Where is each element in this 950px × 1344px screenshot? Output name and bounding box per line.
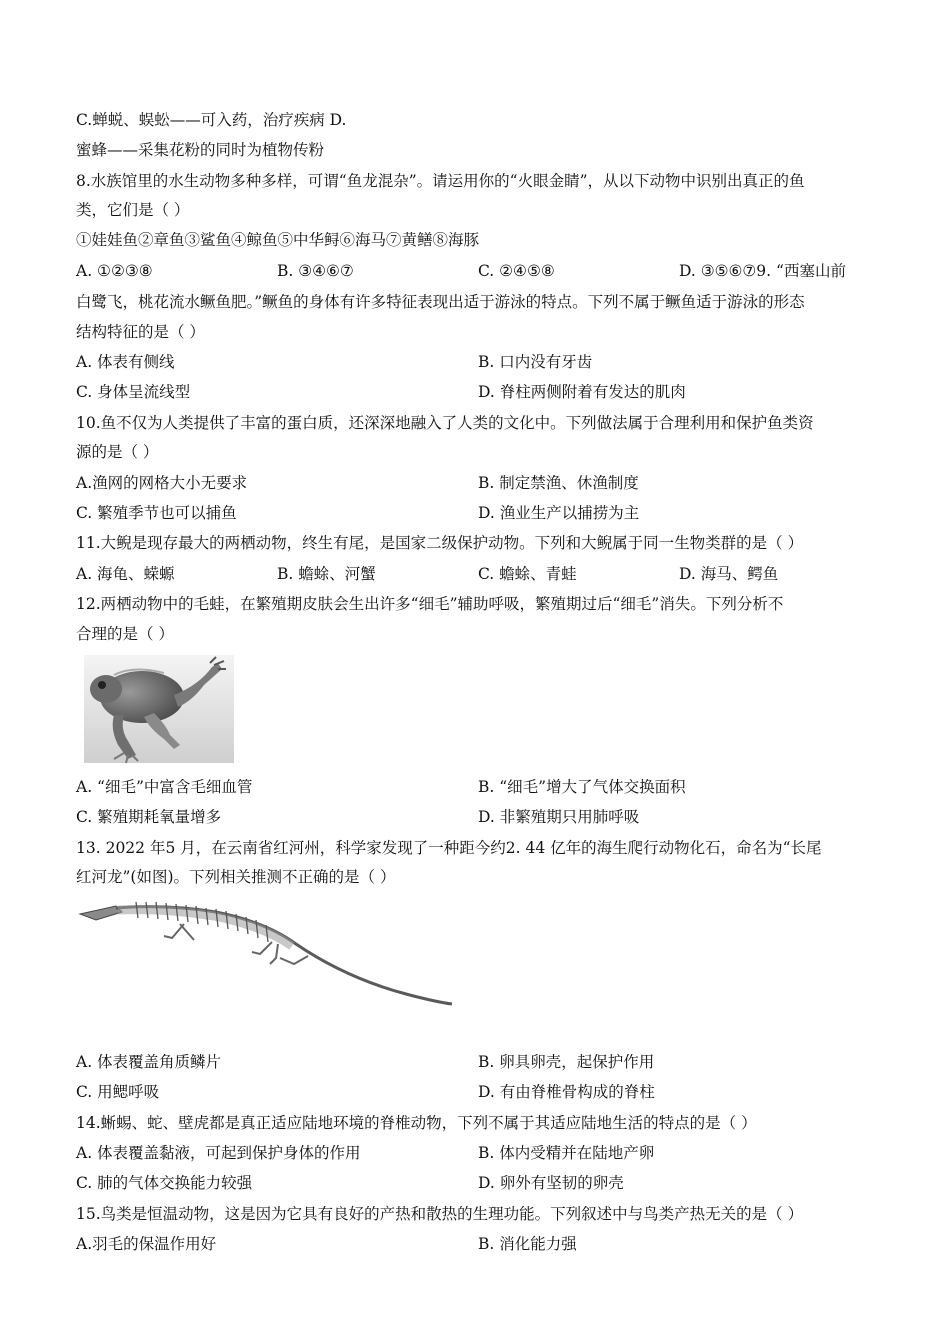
q9-option-c: C. 身体呈流线型 [76,383,191,401]
q8-option-d: D. ③⑤⑥⑦9. “西塞山前 [679,262,846,280]
q12-option-b: B. “细毛”增大了气体交换面积 [478,778,686,796]
q10-stem: 10.鱼不仅为人类提供了丰富的蛋白质，还深深地融入了人类的文化中。下列做法属于合理利用和保护鱼类资 [76,414,814,432]
q13-stem: 13. 2022 年5 月，在云南省红河州，科学家发现了一种距今约2. 44 亿年的海生爬行动物化石，命名为“长尾 [76,839,822,857]
fossil-image [76,898,454,1008]
q10-option-b: B. 制定禁渔、休渔制度 [478,474,639,492]
q10-stem: 源的是（ ） [76,443,159,461]
text-line: C.蝉蜕、蜈蚣——可入药，治疗疾病 D. [76,111,347,129]
q9-option-d: D. 脊柱两侧附着有发达的肌肉 [478,383,686,401]
q12-option-a: A. “细毛”中富含毛细血管 [76,778,253,796]
q12-stem: 合理的是（ ） [76,625,174,643]
q9-option-a: A. 体表有侧线 [76,353,175,371]
text-line: 蜜蜂——采集花粉的同时为植物传粉 [76,141,325,159]
q11-option-c: C. 蟾蜍、青蛙 [478,565,577,583]
q8-stem: 8.水族馆里的水生动物多种多样，可谓“鱼龙混杂”。请运用你的“火眼金睛”，从以下动物中识别出真正的鱼 [76,172,805,190]
q14-option-c: C. 肺的气体交换能力较强 [76,1174,253,1192]
q15-option-a: A.羽毛的保温作用好 [76,1235,217,1253]
q10-option-c: C. 繁殖季节也可以捕鱼 [76,504,237,522]
q10-option-d: D. 渔业生产以捕捞为主 [478,504,640,522]
q9-stem: 白鹭飞，桃花流水鳜鱼肥。”鳜鱼的身体有许多特征表现出适于游泳的特点。下列不属于鳜鱼适于游泳的形态 [76,293,805,311]
q9-option-b: B. 口内没有牙齿 [478,353,593,371]
q11-option-b: B. 蟾蜍、河蟹 [277,565,376,583]
q15-stem: 15.鸟类是恒温动物，这是因为它具有良好的产热和散热的生理功能。下列叙述中与鸟类产热无关的是（ ） [76,1205,804,1223]
q11-option-d: D. 海马、鳄鱼 [679,565,779,583]
q13-option-a: A. 体表覆盖角质鳞片 [76,1053,222,1071]
q8-option-a: A. ①②③⑧ [76,262,153,280]
q10-option-a: A.渔网的网格大小无要求 [76,474,248,492]
q14-option-a: A. 体表覆盖黏液，可起到保护身体的作用 [76,1144,361,1162]
q15-option-b: B. 消化能力强 [478,1235,577,1253]
q8-option-b: B. ③④⑥⑦ [277,262,354,280]
q12-option-c: C. 繁殖期耗氧量增多 [76,808,222,826]
q12-option-d: D. 非繁殖期只用肺呼吸 [478,808,640,826]
q13-option-c: C. 用鳃呼吸 [76,1083,160,1101]
q14-option-b: B. 体内受精并在陆地产卵 [478,1144,655,1162]
q12-stem: 12.两栖动物中的毛蛙，在繁殖期皮肤会生出许多“细毛”辅助呼吸，繁殖期过后“细毛”消失。下列分析不 [76,595,784,613]
q14-stem: 14.蜥蜴、蛇、壁虎都是真正适应陆地环境的脊椎动物，下列不属于其适应陆地生活的特点的是（ ） [76,1114,757,1132]
q9-stem: 结构特征的是（ ） [76,323,205,341]
q11-option-a: A. 海龟、蝾螈 [76,565,175,583]
q8-items: ①娃娃鱼②章鱼③鲨鱼④鲸鱼⑤中华鲟⑥海马⑦黄鳝⑧海豚 [76,231,480,249]
q8-stem: 类，它们是（ ） [76,201,190,219]
q13-stem: 红河龙”(如图)。下列相关推测不正确的是（ ） [76,868,396,886]
q8-option-c: C. ②④⑤⑧ [478,262,555,280]
q11-stem: 11.大鲵是现存最大的两栖动物，终生有尾，是国家二级保护动物。下列和大鲵属于同一生物类群的是（ ） [76,534,804,552]
q14-option-d: D. 卵外有坚韧的卵壳 [478,1174,624,1192]
hairy-frog-image [84,655,234,763]
q13-option-d: D. 有由脊椎骨构成的脊柱 [478,1083,655,1101]
q13-option-b: B. 卵具卵壳，起保护作用 [478,1053,655,1071]
